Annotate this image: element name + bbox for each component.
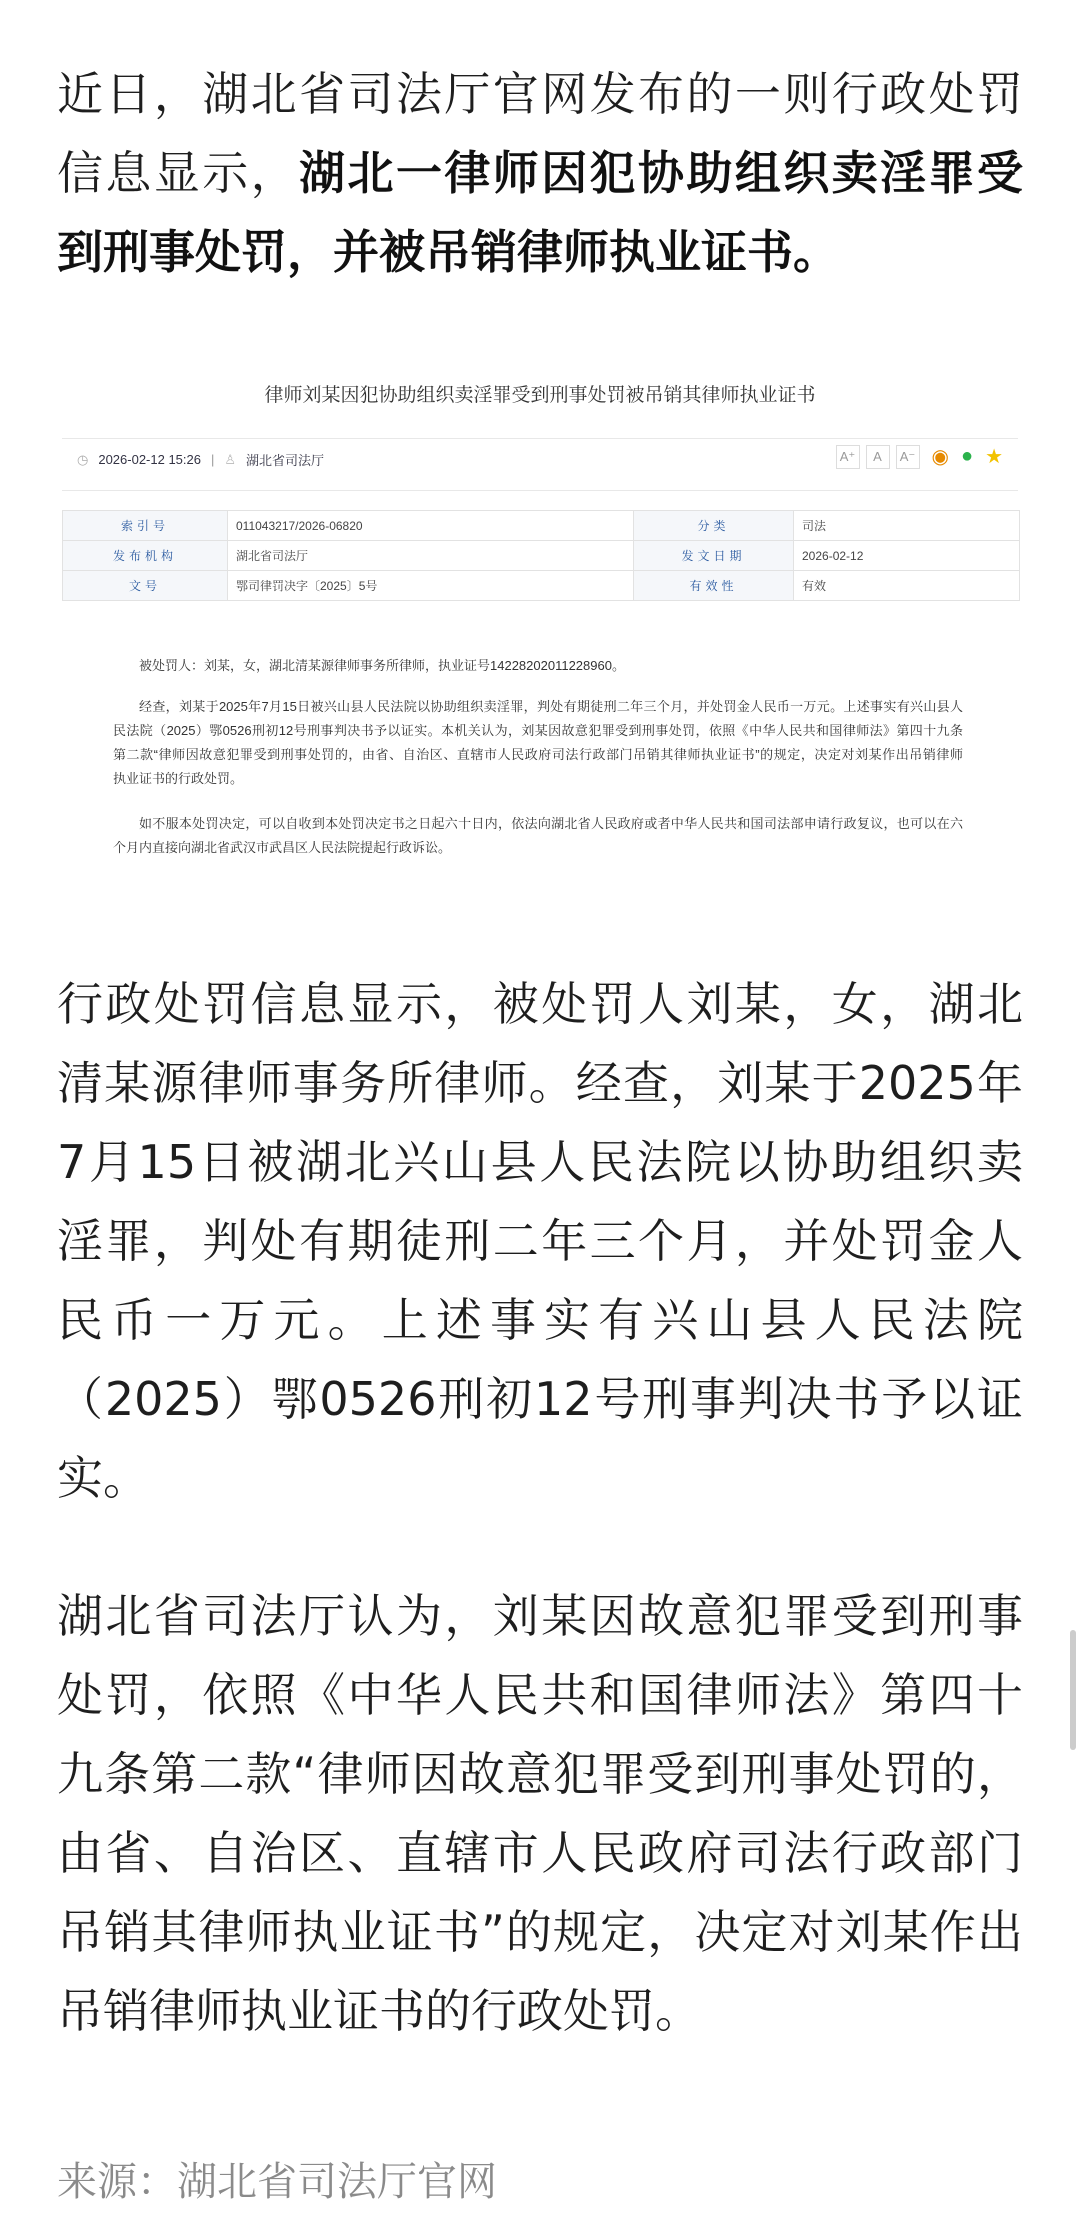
text-line: 吊销其律师执业证书”的规定，决定对刘某作出 <box>57 1905 1023 1959</box>
info-table <box>62 510 1020 601</box>
text-line: 如不服本处罚决定，可以自收到本处罚决定书之日起六十日内，依法向湖北省人民政府或者中华人民共和国司法部申请行政复议，也可以在六 <box>139 816 963 831</box>
text-line: 民币一万元。上述事实有兴山县人民法院 <box>57 1293 1023 1347</box>
text-line: 个月内直接向湖北省武汉市武昌区人民法院提起行政诉讼。 <box>113 840 452 855</box>
text-line: 九条第二款“律师因故意犯罪受到刑事处罚的， <box>57 1747 1023 1801</box>
bold-text: 到刑事处罚，并被吊销律师执业证书。 <box>57 225 839 279</box>
table-row: 发布机构 湖北省司法厅 发文日期 2026-02-12 <box>63 541 1020 571</box>
bold-text: 湖北一律师因犯协助组织卖淫罪受 <box>299 146 1024 200</box>
notice-body-para <box>113 654 963 678</box>
text-line: 处罚，依照《中华人民共和国律师法》第四十 <box>57 1668 1023 1722</box>
font-medium-button[interactable]: A <box>866 445 890 469</box>
table-row: 索引号 011043217/2026-06820 分类 司法 <box>63 511 1020 541</box>
text-line: 清某源律师事务所律师。经查，刘某于2025年 <box>57 1056 1023 1110</box>
text-line: 被处罚人：刘某，女，湖北清某源律师事务所律师，执业证号14228202011228960。 <box>139 658 625 673</box>
intro-paragraph <box>57 55 1023 292</box>
scrollbar[interactable] <box>1070 1630 1076 1750</box>
text-line: 吊销律师执业证书的行政处罚。 <box>57 1984 701 2038</box>
text-line: 行政处罚信息显示，被处罚人刘某，女，湖北 <box>57 977 1023 1031</box>
divider <box>62 438 1018 439</box>
notice-title: 律师刘某因犯协助组织卖淫罪受到刑事处罚被吊销其律师执业证书 <box>264 385 816 406</box>
publisher: 湖北省司法厅 <box>246 453 325 468</box>
favorite-star-icon[interactable]: ★ <box>985 446 1003 468</box>
notice-meta <box>77 450 324 469</box>
text-line <box>57 134 1023 213</box>
font-small-button[interactable]: A⁻ <box>896 445 920 469</box>
clock-icon: ◷ <box>77 451 89 467</box>
separator: | <box>211 452 215 467</box>
text-line: 第二款“律师因故意犯罪受到刑事处罚的，由省、自治区、直辖市人民政府司法行政部门吊销其律师执业证书”的规定，决定对刘某作出吊销律师 <box>113 747 963 762</box>
text-line <box>57 213 1023 292</box>
embedded-screenshot <box>57 362 1023 880</box>
toolbar <box>836 444 1003 469</box>
text-line: 7月15日被湖北兴山县人民法院以协助组织卖 <box>57 1135 1023 1189</box>
ruling-paragraph <box>57 1577 1023 2051</box>
table-row: 文号 鄂司律罚决字〔2025〕5号 有效性 有效 <box>63 571 1020 601</box>
text-line: 淫罪，判处有期徒刑二年三个月，并处罚金人 <box>57 1214 1023 1268</box>
notice-body-para <box>113 695 963 791</box>
source-caption: 来源：湖北省司法厅官网 <box>57 2159 497 2205</box>
text: 信息显示， <box>57 146 300 200</box>
wechat-share-icon[interactable]: ● <box>960 445 974 467</box>
text-line: 实。 <box>57 1451 149 1505</box>
text-line: 近日，湖北省司法厅官网发布的一则行政处罚 <box>57 67 1023 121</box>
font-large-button[interactable]: A⁺ <box>836 445 860 469</box>
notice-body-para <box>113 812 963 860</box>
text-line: 经查，刘某于2025年7月15日被兴山县人民法院以协助组织卖淫罪，判处有期徒刑二年三个月，并处罚金人民币一万元。上述事实有兴山县人 <box>139 699 963 714</box>
text-line: 湖北省司法厅认为，刘某因故意犯罪受到刑事 <box>57 1589 1023 1643</box>
text-line: 由省、自治区、直辖市人民政府司法行政部门 <box>57 1826 1023 1880</box>
divider <box>62 490 1018 491</box>
text-line: （2025）鄂0526刑初12号刑事判决书予以证 <box>57 1372 1023 1426</box>
publish-datetime: 2026-02-12 15:26 <box>98 452 201 467</box>
text-line: 执业证书的行政处罚。 <box>113 771 244 786</box>
text-line: 民法院（2025）鄂0526刑初12号刑事判决书予以证实。本机关认为，刘某因故意犯罪受到刑事处罚，依照《中华人民共和国律师法》第四十九条 <box>113 723 963 738</box>
org-icon: ♙ <box>224 451 237 467</box>
penalty-paragraph <box>57 965 1023 1518</box>
weibo-share-icon[interactable]: ◉ <box>931 446 949 468</box>
